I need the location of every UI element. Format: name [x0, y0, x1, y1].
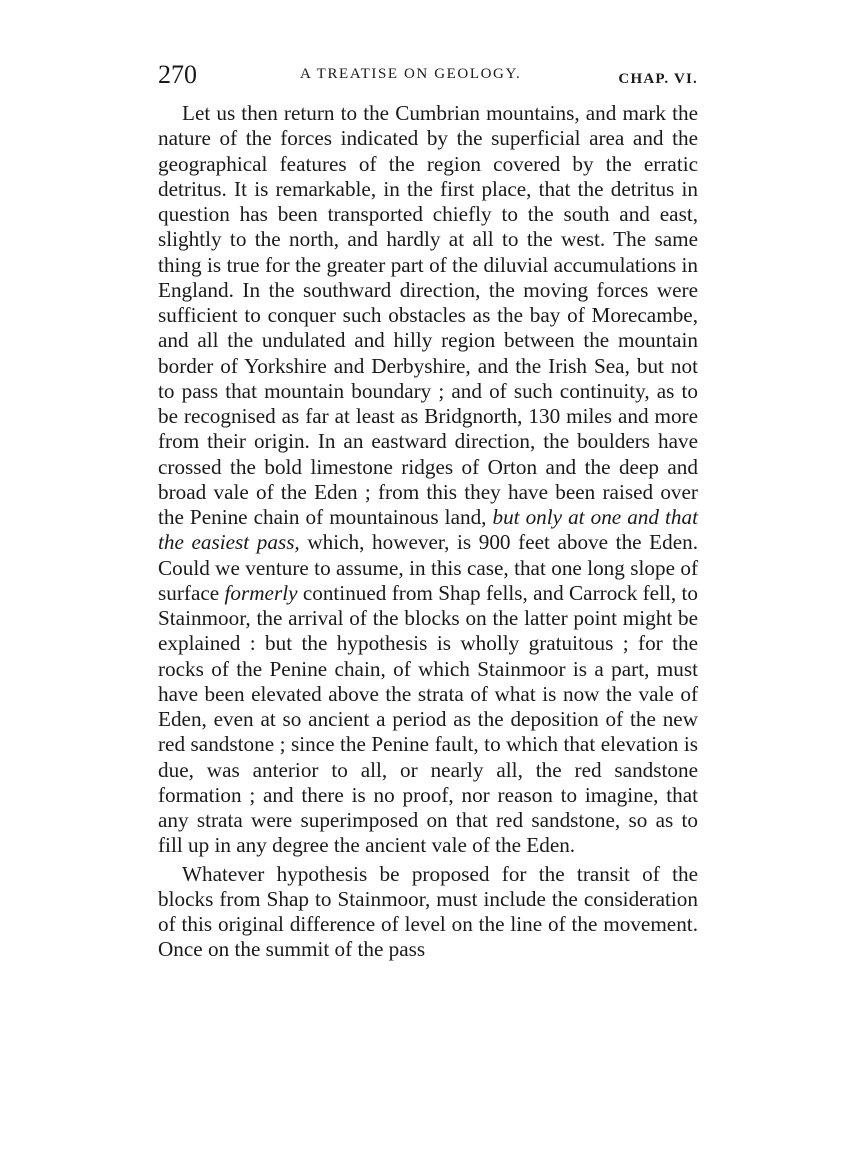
paragraph-2: [158, 862, 698, 963]
page-header: [158, 60, 698, 90]
body-text: [158, 101, 698, 963]
italic-text-segment: but only at one and that the easiest pass,: [158, 505, 698, 555]
text-segment: Let us then return to the Cumbrian mountains, and mark the nature of the forces indicated by the superficial area and the geographical features of the region covered by the erratic detritus. It is remarkable, in the first place, that the detritus in question has been transported chiefly to the south and east, slightly to the north, and hardly at all to the west. The same thing is true for the greater part of the diluvial accumulations in England. In the southward direction, the moving forces were sufficient to conquer such obstacles as the bay of Morecambe, and all the undulated and hilly region between the mountain border of Yorkshire and Derbyshire, and the Irish Sea, but not to pass that mountain boundary ; and of such continuity, as to be recognised as far at least as Bridgnorth, 130 miles and more from their origin. In an eastward direction, the boulders have crossed the bold limestone ridges of Orton and the deep and broad vale of the Eden ; from this they have been raised over the Penine chain of mountainous land,: [158, 101, 698, 529]
chapter-label: CHAP. VI.: [618, 71, 698, 87]
text-segment: Whatever hypothesis be proposed for the transit of the blocks from Shap to Stainmoor, must include the consideration of this original difference of level on the line of the movement. Once on the summit of the pass: [158, 861, 698, 962]
page-number: 270: [158, 60, 197, 89]
text-segment: continued from Shap fells, and Carrock fell, to Stainmoor, the arrival of the blocks on the latter point might be explained : but the hypothesis is wholly gratuitous ; for the rocks of the Penine chain, of which Stainmoor is a part, must have been elevated above the strata of what is now the vale of Eden, even at so ancient a period as the deposition of the new red sandstone ; since the Penine fault, to which that elevation is due, was anterior to all, or nearly all, the red sandstone formation ; and there is no proof, nor reason to imagine, that any strata were superimposed on that red sandstone, so as to fill up in any degree the ancient vale of the Eden.: [158, 580, 698, 858]
text-segment: which, however, is 900 feet above the Eden. Could we venture to assume, in this case, that one long slope of surface: [158, 530, 698, 605]
running-title: A TREATISE ON GEOLOGY.: [300, 66, 522, 82]
paragraph-1: [158, 101, 698, 859]
italic-text-segment: formerly: [224, 580, 298, 605]
